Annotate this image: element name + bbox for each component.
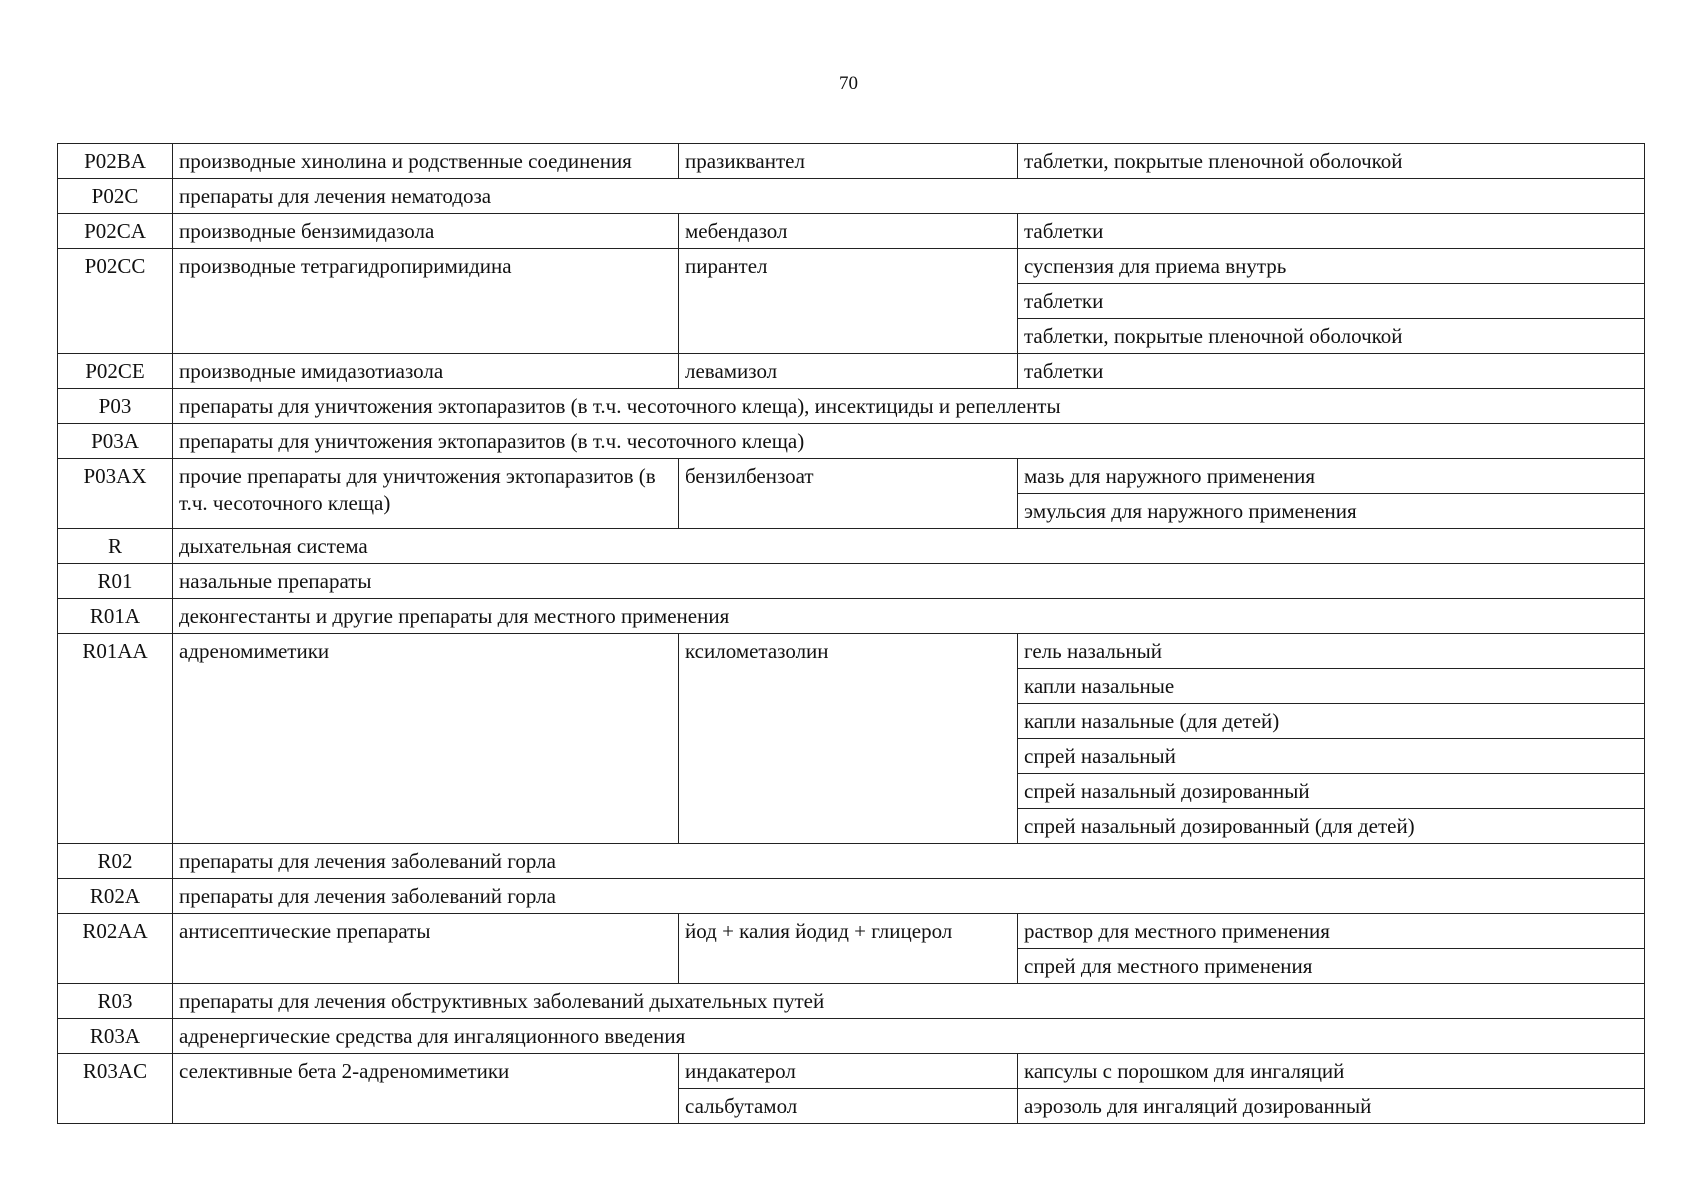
atc-code-cell: R03 [58,984,173,1019]
dosage-form-cell: аэрозоль для ингаляций дозированный [1018,1089,1645,1124]
dosage-form-cell: капли назальные (для детей) [1018,704,1645,739]
atc-code-cell: R [58,529,173,564]
table-row [58,529,1645,564]
dosage-form-cell: спрей для местного применения [1018,949,1645,984]
group-name-cell: селективные бета 2-адреномиметики [173,1054,679,1124]
dosage-form-cell: капли назальные [1018,669,1645,704]
table-row [58,214,1645,249]
dosage-form-cell: суспензия для приема внутрь [1018,249,1645,284]
dosage-form-cell: раствор для местного применения [1018,914,1645,949]
atc-code-cell: P03AX [58,459,173,529]
dosage-form-cell: таблетки [1018,354,1645,389]
drug-name-cell: ксилометазолин [679,634,1018,844]
group-name-cell: деконгестанты и другие препараты для местного применения [173,599,1645,634]
atc-code-cell: P03A [58,424,173,459]
table-row [58,389,1645,424]
group-name-cell: производные имидазотиазола [173,354,679,389]
atc-code-cell: R02AA [58,914,173,984]
dosage-form-cell: спрей назальный дозированный (для детей) [1018,809,1645,844]
group-name-cell: дыхательная система [173,529,1645,564]
dosage-form-cell: таблетки, покрытые пленочной оболочкой [1018,144,1645,179]
page-number: 70 [839,73,858,94]
table-row [58,914,1645,949]
dosage-form-cell: таблетки [1018,284,1645,319]
dosage-form-cell: таблетки [1018,214,1645,249]
atc-code-cell: R03AC [58,1054,173,1124]
group-name-cell: прочие препараты для уничтожения эктопаразитов (в т.ч. чесоточного клеща) [173,459,679,529]
group-name-cell: адреномиметики [173,634,679,844]
atc-code-cell: R01AA [58,634,173,844]
group-name-cell: препараты для лечения заболеваний горла [173,844,1645,879]
group-name-cell: производные бензимидазола [173,214,679,249]
group-name-cell: адренергические средства для ингаляционного введения [173,1019,1645,1054]
dosage-form-cell: спрей назальный [1018,739,1645,774]
table-row [58,459,1645,494]
group-name-cell: назальные препараты [173,564,1645,599]
drug-name-cell: бензилбензоат [679,459,1018,529]
group-name-cell: препараты для лечения нематодоза [173,179,1645,214]
atc-code-cell: P02C [58,179,173,214]
drug-name-cell: пирантел [679,249,1018,354]
drug-name-cell: мебендазол [679,214,1018,249]
drug-classification-table [57,143,1645,1124]
dosage-form-cell: капсулы с порошком для ингаляций [1018,1054,1645,1089]
table-row [58,354,1645,389]
drug-name-cell: йод + калия йодид + глицерол [679,914,1018,984]
drug-name-cell: индакатерол [679,1054,1018,1089]
table-row [58,179,1645,214]
table-row [58,984,1645,1019]
table-row [58,1019,1645,1054]
table-row [58,144,1645,179]
atc-code-cell: P02CA [58,214,173,249]
group-name-cell: препараты для лечения заболеваний горла [173,879,1645,914]
atc-code-cell: R03A [58,1019,173,1054]
table-row [58,1054,1645,1089]
table-row [58,249,1645,284]
group-name-cell: препараты для уничтожения эктопаразитов (в т.ч. чесоточного клеща), инсектициды и репелленты [173,389,1645,424]
group-name-cell: препараты для лечения обструктивных заболеваний дыхательных путей [173,984,1645,1019]
table-row [58,564,1645,599]
atc-code-cell: R02 [58,844,173,879]
dosage-form-cell: эмульсия для наружного применения [1018,494,1645,529]
atc-code-cell: P02CE [58,354,173,389]
dosage-form-cell: спрей назальный дозированный [1018,774,1645,809]
group-name-cell: производные хинолина и родственные соединения [173,144,679,179]
drug-name-cell: сальбутамол [679,1089,1018,1124]
table-row [58,844,1645,879]
table-row [58,599,1645,634]
atc-code-cell: P03 [58,389,173,424]
group-name-cell: препараты для уничтожения эктопаразитов (в т.ч. чесоточного клеща) [173,424,1645,459]
dosage-form-cell: мазь для наружного применения [1018,459,1645,494]
table-row [58,424,1645,459]
dosage-form-cell: гель назальный [1018,634,1645,669]
atc-code-cell: R02A [58,879,173,914]
atc-code-cell: P02CC [58,249,173,354]
atc-code-cell: R01A [58,599,173,634]
dosage-form-cell: таблетки, покрытые пленочной оболочкой [1018,319,1645,354]
table-row [58,879,1645,914]
atc-code-cell: R01 [58,564,173,599]
table-row [58,634,1645,669]
group-name-cell: производные тетрагидропиримидина [173,249,679,354]
drug-name-cell: левамизол [679,354,1018,389]
group-name-cell: антисептические препараты [173,914,679,984]
atc-code-cell: P02BA [58,144,173,179]
drug-name-cell: празиквантел [679,144,1018,179]
